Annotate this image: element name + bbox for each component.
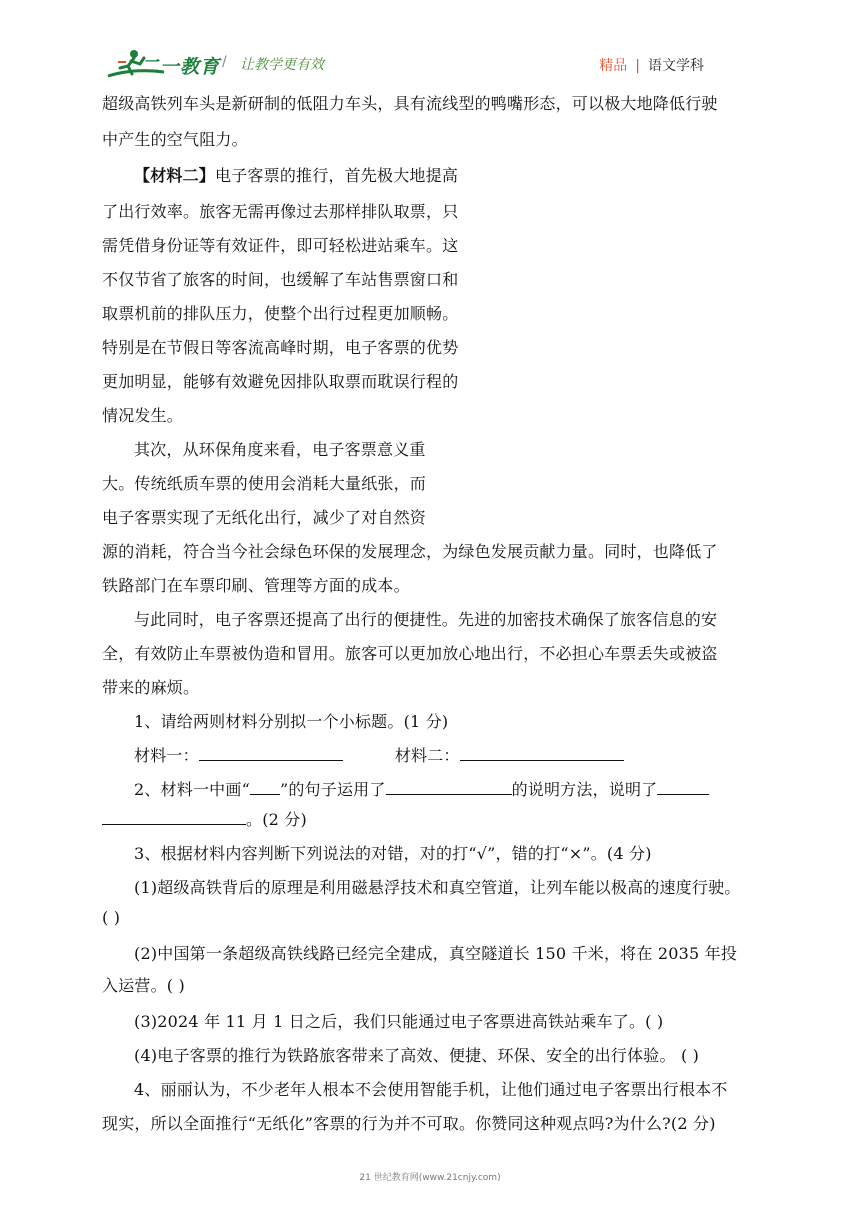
text-line: 其次，从环保角度来看，电子客票意义重 [134, 440, 426, 459]
text-line: 了出行效率。旅客无需再像过去那样排队取票，只 [102, 202, 459, 221]
statement-2-cont[interactable]: 入运营。( ) [102, 976, 185, 995]
text-line: 大。传统纸质车票的使用会消耗大量纸张，而 [102, 474, 427, 493]
header-separator: | [635, 58, 640, 74]
text-line: 超级高铁列车头是新研制的低阻力车头，具有流线型的鸭嘴形态，可以极大地降低行驶 [102, 94, 718, 113]
text-line [134, 166, 458, 186]
header-divider: / [222, 54, 227, 70]
question-3: 3、根据材料内容判断下列说法的对错，对的打“√”，错的打“×”。(4 分) [134, 844, 652, 863]
text-line: 电子客票实现了无纸化出行，减少了对自然资 [102, 508, 427, 527]
page-header [0, 0, 860, 90]
text-line: 情况发生。 [102, 406, 184, 425]
statement-1-answer[interactable]: ( ) [102, 908, 121, 927]
text-line: 取票机前的排队压力，使整个出行过程更加顺畅。 [102, 304, 459, 323]
header-slogan: 让教学更有效 [240, 57, 324, 73]
underline-sample [250, 780, 280, 795]
premium-badge: 精品 [599, 58, 628, 74]
text-line: 带来的麻烦。 [102, 678, 200, 697]
logo-text: 二一教育 [140, 56, 221, 78]
material-two-answer-label: 材料二： [394, 746, 460, 765]
question-2-cont [102, 810, 307, 830]
text-span: 的说明方法，说明了 [511, 780, 658, 799]
text-line: 铁路部门在车票印刷、管理等方面的成本。 [102, 576, 410, 595]
header-right [599, 55, 704, 75]
material-one-label: 材料一： [134, 746, 199, 765]
question-4: 4、丽丽认为，不少老年人根本不会使用智能手机，让他们通过电子客票出行根本不 [134, 1080, 728, 1099]
explanation-blank-cont[interactable] [102, 810, 246, 825]
text-span: 2、材料一中画“ [134, 780, 250, 799]
text-line: 中产生的空气阻力。 [102, 130, 248, 149]
text-line: 与此同时，电子客票还提高了出行的便捷性。先进的加密技术确保了旅客信息的安 [134, 610, 718, 629]
text-line: 特别是在节假日等客流高峰时期，电子客票的优势 [102, 338, 459, 357]
text-line: 源的消耗，符合当今社会绿色环保的发展理念，为绿色发展贡献力量。同时，也降低了 [102, 542, 718, 561]
text-line: 需凭借身份证等有效证件，即可轻松进站乘车。这 [102, 236, 459, 255]
text-span: 电子客票的推行，首先极大地提高 [215, 166, 459, 185]
question-4-cont: 现实，所以全面推行“无纸化”客票的行为并不可取。你赞同这种观点吗?为什么?(2 分) [102, 1114, 716, 1133]
question-2 [134, 780, 709, 800]
method-blank[interactable] [386, 780, 512, 795]
page-footer: 21 世纪教育网(www.21cnjy.com) [359, 1173, 501, 1183]
material-two-label: 【材料二】 [134, 166, 216, 185]
statement-2: (2)中国第一条超级高铁线路已经完全建成，真空隧道长 150 千米，将在 2035 年投 [134, 944, 738, 963]
explanation-blank[interactable] [657, 780, 709, 795]
question-1-answers [134, 746, 624, 766]
text-line: 全，有效防止车票被伪造和冒用。旅客可以更加放心地出行，不必担心车票丢失或被盗 [102, 644, 718, 663]
statement-1: (1)超级高铁背后的原理是利用磁悬浮技术和真空管道，让列车能以极高的速度行驶。 [134, 878, 741, 897]
question-1: 1、请给两则材料分别拟一个小标题。(1 分) [134, 712, 449, 731]
material-one-blank[interactable] [199, 746, 343, 761]
statement-3[interactable]: (3)2024 年 11 月 1 日之后，我们只能通过电子客票进高铁站乘车了。( ) [134, 1012, 664, 1031]
text-line: 不仅节省了旅客的时间，也缓解了车站售票窗口和 [102, 270, 459, 289]
text-span: ”的句子运用了 [279, 780, 386, 799]
statement-4[interactable]: (4)电子客票的推行为铁路旅客带来了高效、便捷、环保、安全的出行体验。 ( ) [134, 1046, 700, 1065]
material-two-blank[interactable] [460, 746, 624, 761]
text-line: 更加明显，能够有效避免因排队取票而耽误行程的 [102, 372, 459, 391]
text-span: 。(2 分) [246, 810, 307, 829]
subject-label: 语文学科 [648, 58, 704, 74]
